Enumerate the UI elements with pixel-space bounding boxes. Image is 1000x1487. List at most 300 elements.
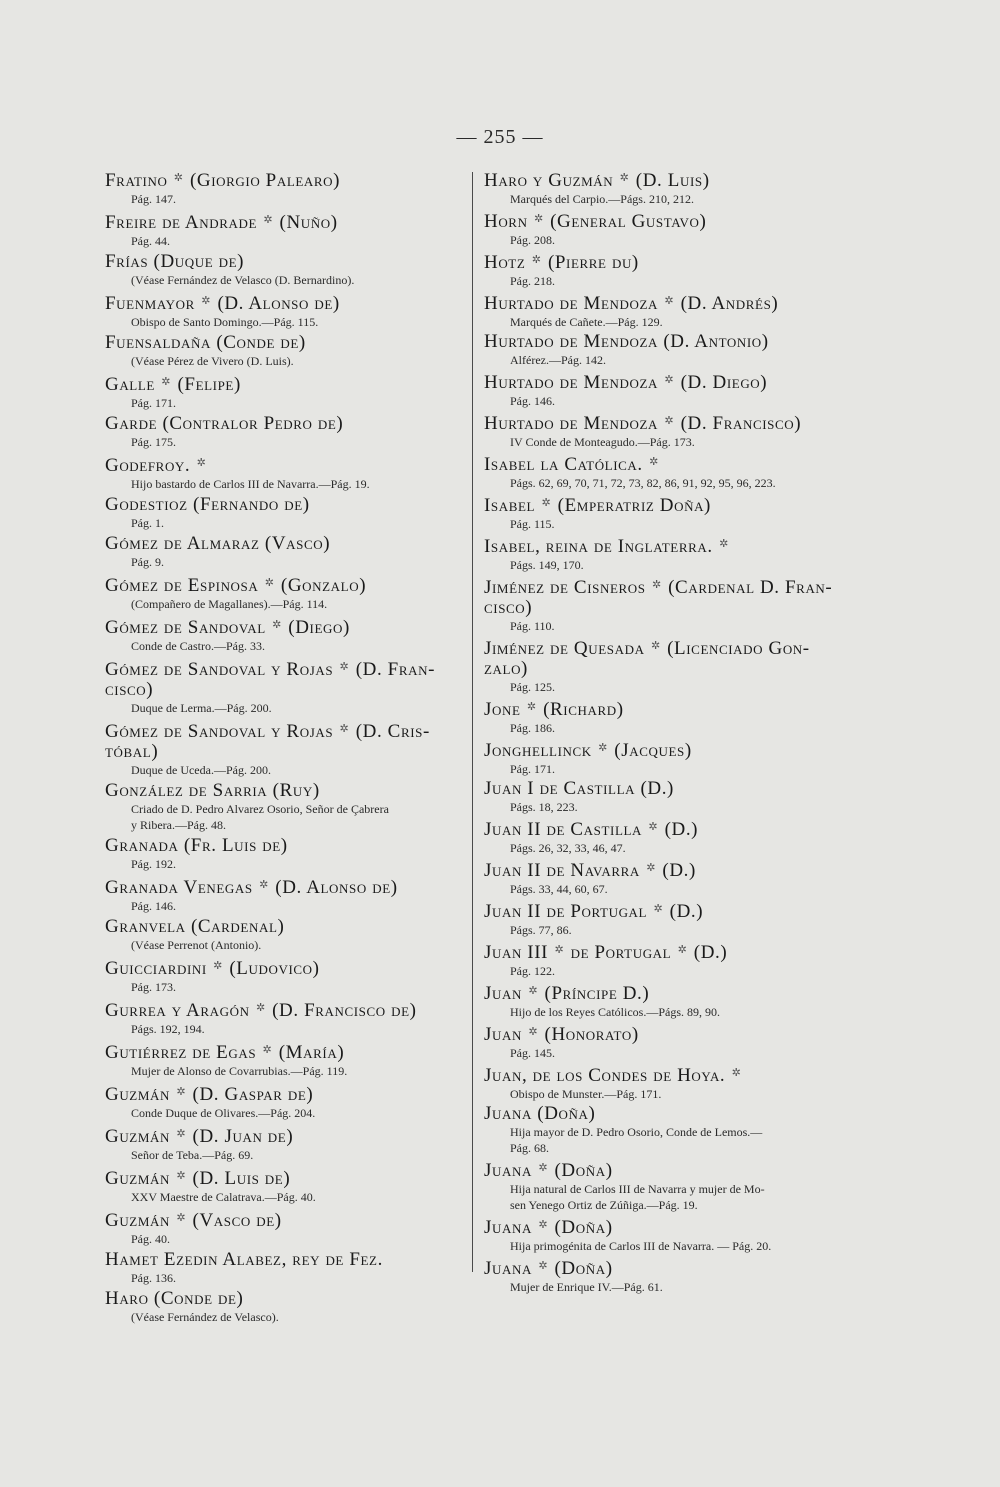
index-entry <box>105 1040 465 1079</box>
entry-name: Galle <box>105 374 155 395</box>
index-entry <box>484 858 850 897</box>
asterisk-mark-icon: ✲ <box>176 1128 187 1140</box>
entry-detail: Pág. 173. <box>131 980 176 994</box>
index-entry <box>105 453 465 492</box>
entry-heading <box>105 168 465 191</box>
entry-qualifier: (Honorato) <box>544 1024 639 1045</box>
entry-detail: Pág. 68. <box>510 1141 549 1155</box>
entry-detail: Pág. 175. <box>131 435 176 449</box>
index-entry <box>105 657 465 716</box>
index-entry <box>484 899 850 938</box>
asterisk-mark-icon: ✲ <box>650 640 661 652</box>
entry-name: Guzmán <box>105 1084 170 1105</box>
entry-qualifier: de Portugal <box>570 942 672 963</box>
entry-heading <box>484 858 850 881</box>
entry-heading <box>484 291 850 314</box>
entry-name: Jiménez de Quesada <box>484 638 645 659</box>
entry-name: Godestioz (Fernando de) <box>105 494 310 515</box>
index-entry <box>105 1166 465 1205</box>
index-entry <box>484 779 850 815</box>
entry-name: Gómez de Sandoval y Rojas <box>105 659 334 680</box>
index-entry <box>105 1250 465 1286</box>
asterisk-mark-icon: ✲ <box>664 374 675 386</box>
entry-detail: Pág. 1. <box>131 516 164 530</box>
entry-detail: Pág. 147. <box>131 192 176 206</box>
entry-name: Hurtado de Mendoza <box>484 413 659 434</box>
index-entry <box>105 1082 465 1121</box>
index-entry <box>484 534 850 573</box>
asterisk-mark-icon: ✲ <box>263 214 274 226</box>
entry-name: Juan II de Navarra <box>484 860 640 881</box>
entry-name: Juan II de Portugal <box>484 901 648 922</box>
entry-name: Hurtado de Mendoza (D. Antonio) <box>484 331 769 352</box>
index-entry <box>484 575 850 634</box>
entry-heading <box>484 209 850 232</box>
entry-heading <box>484 779 850 799</box>
entry-name: Jonghellinck <box>484 740 592 761</box>
entry-detail: Pág. 145. <box>510 1046 555 1060</box>
entry-heading <box>105 1082 465 1105</box>
entry-detail: Mujer de Alonso de Covarrubias.—Pág. 119. <box>131 1064 348 1078</box>
entry-qualifier: (D. Francisco de) <box>272 1000 417 1021</box>
entry-detail: Pág. 146. <box>131 899 176 913</box>
entry-heading <box>105 1208 465 1231</box>
asterisk-mark-icon: ✲ <box>255 1002 266 1014</box>
entry-qualifier: (Nuño) <box>279 212 338 233</box>
index-entry <box>105 534 465 570</box>
asterisk-mark-icon: ✲ <box>538 1162 549 1174</box>
entry-detail: Mujer de Enrique IV.—Pág. 61. <box>510 1280 663 1294</box>
entry-name: Juana (Doña) <box>484 1103 596 1124</box>
asterisk-mark-icon: ✲ <box>664 295 675 307</box>
column-divider <box>472 172 473 1272</box>
entry-detail: Pág. 171. <box>510 762 555 776</box>
entry-heading <box>484 1063 850 1086</box>
index-entry <box>105 917 465 953</box>
entry-qualifier: (Giorgio Palearo) <box>189 170 341 191</box>
index-entry <box>484 1022 850 1061</box>
entry-qualifier: (Jacques) <box>614 740 692 761</box>
entry-heading <box>105 615 465 638</box>
entry-detail: Págs. 33, 44, 60, 67. <box>510 882 608 896</box>
entry-name: Granada (Fr. Luis de) <box>105 835 288 856</box>
asterisk-mark-icon: ✲ <box>541 497 552 509</box>
index-entry <box>484 250 850 289</box>
index-entry <box>105 495 465 531</box>
entry-name: Garde (Contralor Pedro de) <box>105 413 344 434</box>
entry-name: Guzmán <box>105 1210 170 1231</box>
asterisk-mark-icon: ✲ <box>264 577 275 589</box>
entry-name: Hurtado de Mendoza <box>484 372 659 393</box>
entry-name: Guzmán <box>105 1126 170 1147</box>
asterisk-mark-icon: ✲ <box>648 821 659 833</box>
entry-name: Fuensaldaña (Conde de) <box>105 332 306 353</box>
entry-heading <box>484 370 850 393</box>
asterisk-mark-icon: ✲ <box>653 903 664 915</box>
asterisk-mark-icon: ✲ <box>533 213 544 225</box>
entry-detail: Hijo bastardo de Carlos III de Navarra.—Pág. 19. <box>131 477 370 491</box>
entry-heading <box>105 781 465 801</box>
asterisk-mark-icon: ✲ <box>719 538 729 550</box>
entry-heading <box>484 899 850 922</box>
asterisk-mark-icon: ✲ <box>531 254 542 266</box>
entry-detail: Págs. 18, 223. <box>510 800 578 814</box>
index-entry <box>105 573 465 612</box>
entry-heading <box>484 738 850 761</box>
entry-qualifier: (D.) <box>662 860 696 881</box>
entry-heading <box>105 1289 465 1309</box>
index-entry <box>484 332 850 368</box>
entry-heading <box>105 875 465 898</box>
entry-heading <box>484 940 850 963</box>
index-entry <box>105 333 465 369</box>
index-entry <box>105 615 465 654</box>
index-entry <box>484 1256 850 1295</box>
entry-detail: Págs. 149, 170. <box>510 558 584 572</box>
index-entry <box>105 998 465 1037</box>
entry-heading <box>105 1250 465 1270</box>
entry-name: Isabel, reina de Inglaterra. <box>484 536 713 557</box>
index-entry <box>484 636 850 695</box>
entry-detail: Págs. 77, 86. <box>510 923 572 937</box>
entry-qualifier: (D.) <box>664 819 699 840</box>
entry-name: Gómez de Sandoval y Rojas <box>105 721 334 742</box>
entry-heading <box>484 636 850 659</box>
entry-detail: Pág. 44. <box>131 234 170 248</box>
entry-heading <box>105 291 465 314</box>
index-entry <box>105 875 465 914</box>
index-entry <box>105 1124 465 1163</box>
entry-name: Horn <box>484 211 528 232</box>
index-entry <box>484 697 850 736</box>
entry-heading-continuation: cisco) <box>484 597 533 618</box>
entry-heading <box>105 453 465 476</box>
asterisk-mark-icon: ✲ <box>176 1212 187 1224</box>
entry-name: Isabel la Católica. <box>484 454 643 475</box>
entry-name: Fratino <box>105 170 168 191</box>
entry-heading <box>105 956 465 979</box>
entry-qualifier: (Cardenal D. Fran- <box>668 577 833 598</box>
entry-detail: Pág. 186. <box>510 721 555 735</box>
asterisk-mark-icon: ✲ <box>664 415 675 427</box>
entry-name: Juan <box>484 1024 522 1045</box>
page-number: — 255 — <box>456 126 544 148</box>
entry-detail: sen Yenego Ortiz de Zúñiga.—Pág. 19. <box>510 1198 698 1212</box>
entry-heading <box>105 414 465 434</box>
entry-name: Juana <box>484 1160 532 1181</box>
entry-detail: Pág. 192. <box>131 857 176 871</box>
entry-qualifier: (D. Francisco) <box>680 413 802 434</box>
entry-name: Jiménez de Cisneros <box>484 577 646 598</box>
entry-heading <box>484 411 850 434</box>
index-entry <box>105 836 465 872</box>
entry-detail: Pág. 40. <box>131 1232 170 1246</box>
entry-detail: Pág. 136. <box>131 1271 176 1285</box>
entry-qualifier: (D.) <box>669 901 704 922</box>
entry-heading <box>484 1104 850 1124</box>
entry-qualifier: (D. Alonso de) <box>275 877 398 898</box>
entry-heading <box>105 495 465 515</box>
asterisk-mark-icon: ✲ <box>161 376 172 388</box>
entry-heading <box>105 1040 465 1063</box>
entry-qualifier: (D. Luis) <box>635 170 710 191</box>
entry-heading <box>105 1124 465 1147</box>
asterisk-mark-icon: ✲ <box>538 1260 549 1272</box>
entry-name: Frías (Duque de) <box>105 251 245 272</box>
entry-qualifier: (Gonzalo) <box>280 575 367 596</box>
index-entry <box>105 168 465 207</box>
entry-heading <box>484 493 850 516</box>
index-entry <box>484 411 850 450</box>
entry-name: Juana <box>484 1258 532 1279</box>
entry-qualifier: (D. Andrés) <box>680 293 779 314</box>
entry-name: González de Sarria (Ruy) <box>105 780 320 801</box>
entry-qualifier: (D. Juan de) <box>192 1126 294 1147</box>
entry-detail: (Compañero de Magallanes).—Pág. 114. <box>131 597 328 611</box>
index-entry <box>105 781 465 833</box>
entry-heading <box>484 697 850 720</box>
index-entry <box>484 291 850 330</box>
entry-heading <box>105 1166 465 1189</box>
index-entry <box>484 738 850 777</box>
entry-name: Hamet Ezedin Alabez, rey de Fez. <box>105 1249 383 1270</box>
entry-qualifier: (Licenciado Gon- <box>667 638 810 659</box>
entry-qualifier: (D.) <box>693 942 728 963</box>
entry-detail: y Ribera.—Pág. 48. <box>131 818 226 832</box>
entry-detail: Duque de Lerma.—Pág. 200. <box>131 701 272 715</box>
entry-detail: Alférez.—Pág. 142. <box>510 353 606 367</box>
index-entry <box>484 370 850 409</box>
entry-detail: (Véase Fernández de Velasco (D. Bernardino). <box>131 273 355 287</box>
entry-heading-continuation: zalo) <box>484 658 528 679</box>
entry-heading-continuation: tóbal) <box>105 741 159 762</box>
index-entry <box>105 1208 465 1247</box>
asterisk-mark-icon: ✲ <box>646 862 657 874</box>
entry-name: Guzmán <box>105 1168 170 1189</box>
entry-detail: Criado de D. Pedro Alvarez Osorio, Señor de Çabrera <box>131 802 389 816</box>
entry-heading <box>484 1158 850 1181</box>
entry-detail: Pág. 218. <box>510 274 555 288</box>
entry-detail: Marqués de Cañete.—Pág. 129. <box>510 315 663 329</box>
entry-detail: Pág. 122. <box>510 964 555 978</box>
entry-qualifier: (María) <box>278 1042 345 1063</box>
entry-name: Freire de Andrade <box>105 212 257 233</box>
index-entry <box>484 1104 850 1156</box>
entry-qualifier: (D. Gaspar de) <box>192 1084 314 1105</box>
entry-detail: (Véase Perrenot (Antonio). <box>131 938 262 952</box>
entry-qualifier: (General Gustavo) <box>550 211 707 232</box>
entry-detail: Hija natural de Carlos III de Navarra y mujer de Mo- <box>510 1182 765 1196</box>
entry-name: Juan III <box>484 942 549 963</box>
entry-heading <box>484 1022 850 1045</box>
entry-heading <box>105 333 465 353</box>
entry-heading <box>105 573 465 596</box>
entry-heading <box>105 252 465 272</box>
entry-name: Isabel <box>484 495 536 516</box>
entry-heading <box>484 817 850 840</box>
entry-name: Juana <box>484 1217 532 1238</box>
entry-detail: Hija primogénita de Carlos III de Navarra. — Pág. 20. <box>510 1239 772 1253</box>
entry-name: Juan I de Castilla (D.) <box>484 778 674 799</box>
entry-name: Juan <box>484 983 522 1004</box>
entry-heading <box>105 836 465 856</box>
entry-name: Godefroy. <box>105 455 191 476</box>
entry-detail: Hijo de los Reyes Católicos.—Págs. 89, 90. <box>510 1005 720 1019</box>
asterisk-mark-icon: ✲ <box>598 742 608 754</box>
entry-qualifier: (Pierre du) <box>547 252 639 273</box>
entry-detail: Págs. 192, 194. <box>131 1022 205 1036</box>
entry-qualifier: (Vasco de) <box>192 1210 282 1231</box>
entry-qualifier: (Diego) <box>288 617 350 638</box>
entry-qualifier: (D. Diego) <box>680 372 768 393</box>
left-column <box>105 168 465 1328</box>
asterisk-mark-icon: ✲ <box>201 295 212 307</box>
entry-detail: Hija mayor de D. Pedro Osorio, Conde de Lemos.— <box>510 1125 763 1139</box>
index-entry <box>484 817 850 856</box>
entry-qualifier: (Doña) <box>554 1258 613 1279</box>
entry-detail: Pág. 171. <box>131 396 176 410</box>
entry-name: Haro y Guzmán <box>484 170 614 191</box>
entry-name: Juan II de Castilla <box>484 819 643 840</box>
entry-detail: Marqués del Carpio.—Págs. 210, 212. <box>510 192 694 206</box>
entry-heading <box>484 575 850 598</box>
entry-name: Juan, de los Condes de Hoya. <box>484 1065 726 1086</box>
asterisk-mark-icon: ✲ <box>262 1044 273 1056</box>
entry-detail: Pág. 208. <box>510 233 555 247</box>
entry-detail: Págs. 62, 69, 70, 71, 72, 73, 82, 86, 91, 92, 95, 96, 223. <box>510 476 776 490</box>
entry-qualifier: (Doña) <box>554 1160 613 1181</box>
entry-heading <box>105 372 465 395</box>
entry-heading <box>484 168 850 191</box>
entry-qualifier: (Ludovico) <box>229 958 320 979</box>
asterisk-mark-icon: ✲ <box>526 701 537 713</box>
asterisk-mark-icon: ✲ <box>176 1170 187 1182</box>
index-entry <box>105 956 465 995</box>
entry-heading <box>484 452 850 475</box>
entry-name: Granada Venegas <box>105 877 253 898</box>
index-entry <box>105 291 465 330</box>
index-entry <box>484 940 850 979</box>
index-entry <box>484 1063 850 1102</box>
entry-detail: IV Conde de Monteagudo.—Pág. 173. <box>510 435 695 449</box>
asterisk-mark-icon: ✲ <box>213 960 223 972</box>
asterisk-mark-icon: ✲ <box>173 172 184 184</box>
entry-qualifier: (Felipe) <box>177 374 241 395</box>
entry-qualifier: (D. Luis de) <box>192 1168 291 1189</box>
asterisk-mark-icon: ✲ <box>619 172 630 184</box>
entry-detail: (Véase Fernández de Velasco). <box>131 1310 279 1324</box>
entry-heading <box>484 332 850 352</box>
asterisk-mark-icon: ✲ <box>528 985 539 997</box>
entry-heading <box>105 998 465 1021</box>
asterisk-mark-icon: ✲ <box>339 661 350 673</box>
entry-detail: Conde Duque de Olivares.—Pág. 204. <box>131 1106 316 1120</box>
entry-detail: Pág. 146. <box>510 394 555 408</box>
entry-heading <box>484 1256 850 1279</box>
entry-name: Gómez de Espinosa <box>105 575 259 596</box>
entry-name: Gómez de Sandoval <box>105 617 266 638</box>
entry-qualifier: (Doña) <box>554 1217 613 1238</box>
entry-name: Hurtado de Mendoza <box>484 293 659 314</box>
entry-detail: Conde de Castro.—Pág. 33. <box>131 639 265 653</box>
entry-name: Granvela (Cardenal) <box>105 916 285 937</box>
entry-heading <box>484 981 850 1004</box>
entry-heading <box>105 657 465 680</box>
asterisk-mark-icon: ✲ <box>651 579 662 591</box>
index-entry <box>484 452 850 491</box>
asterisk-mark-icon: ✲ <box>528 1026 539 1038</box>
asterisk-mark-icon: ✲ <box>176 1086 187 1098</box>
entry-name: Gómez de Almaraz (Vasco) <box>105 533 331 554</box>
entry-qualifier: (D. Alonso de) <box>217 293 340 314</box>
entry-detail: Señor de Teba.—Pág. 69. <box>131 1148 254 1162</box>
index-entry <box>484 493 850 532</box>
entry-name: Gutiérrez de Egas <box>105 1042 257 1063</box>
entry-detail: Pág. 9. <box>131 555 164 569</box>
index-entry <box>105 372 465 411</box>
asterisk-mark-icon: ✲ <box>554 944 565 956</box>
entry-qualifier: (Emperatriz Doña) <box>557 495 711 516</box>
entry-heading <box>484 1215 850 1238</box>
entry-qualifier: (Príncipe D.) <box>544 983 650 1004</box>
entry-heading-continuation: cisco) <box>105 679 154 700</box>
entry-heading <box>105 917 465 937</box>
asterisk-mark-icon: ✲ <box>649 456 659 468</box>
index-entry <box>105 1289 465 1325</box>
entry-name: Fuenmayor <box>105 293 195 314</box>
index-entry <box>484 1158 850 1213</box>
entry-detail: Obispo de Munster.—Pág. 171. <box>510 1087 662 1101</box>
entry-detail: XXV Maestre de Calatrava.—Pág. 40. <box>131 1190 316 1204</box>
index-entry <box>484 209 850 248</box>
asterisk-mark-icon: ✲ <box>259 879 269 891</box>
entry-name: Haro (Conde de) <box>105 1288 244 1309</box>
entry-heading <box>484 534 850 557</box>
right-column <box>484 168 850 1297</box>
asterisk-mark-icon: ✲ <box>339 723 350 735</box>
asterisk-mark-icon: ✲ <box>272 619 282 631</box>
entry-detail: (Véase Pérez de Vivero (D. Luis). <box>131 354 294 368</box>
entry-qualifier: (D. Cris- <box>355 721 430 742</box>
entry-detail: Duque de Uceda.—Pág. 200. <box>131 763 271 777</box>
entry-heading <box>105 210 465 233</box>
entry-name: Jone <box>484 699 521 720</box>
entry-qualifier: (Richard) <box>543 699 624 720</box>
entry-heading <box>105 719 465 742</box>
entry-heading <box>484 250 850 273</box>
asterisk-mark-icon: ✲ <box>538 1219 549 1231</box>
index-entry <box>105 719 465 778</box>
entry-name: Hotz <box>484 252 526 273</box>
index-entry <box>484 981 850 1020</box>
asterisk-mark-icon: ✲ <box>731 1067 742 1079</box>
index-entry <box>105 210 465 249</box>
asterisk-mark-icon: ✲ <box>196 457 207 469</box>
index-entry <box>105 414 465 450</box>
entry-name: Gurrea y Aragón <box>105 1000 250 1021</box>
entry-heading <box>105 534 465 554</box>
asterisk-mark-icon: ✲ <box>677 944 688 956</box>
entry-detail: Pág. 125. <box>510 680 555 694</box>
index-entry <box>484 168 850 207</box>
entry-name: Guicciardini <box>105 958 207 979</box>
entry-qualifier: (D. Fran- <box>355 659 436 680</box>
index-entry <box>484 1215 850 1254</box>
index-entry <box>105 252 465 288</box>
entry-detail: Pág. 115. <box>510 517 555 531</box>
entry-detail: Obispo de Santo Domingo.—Pág. 115. <box>131 315 319 329</box>
entry-detail: Pág. 110. <box>510 619 555 633</box>
